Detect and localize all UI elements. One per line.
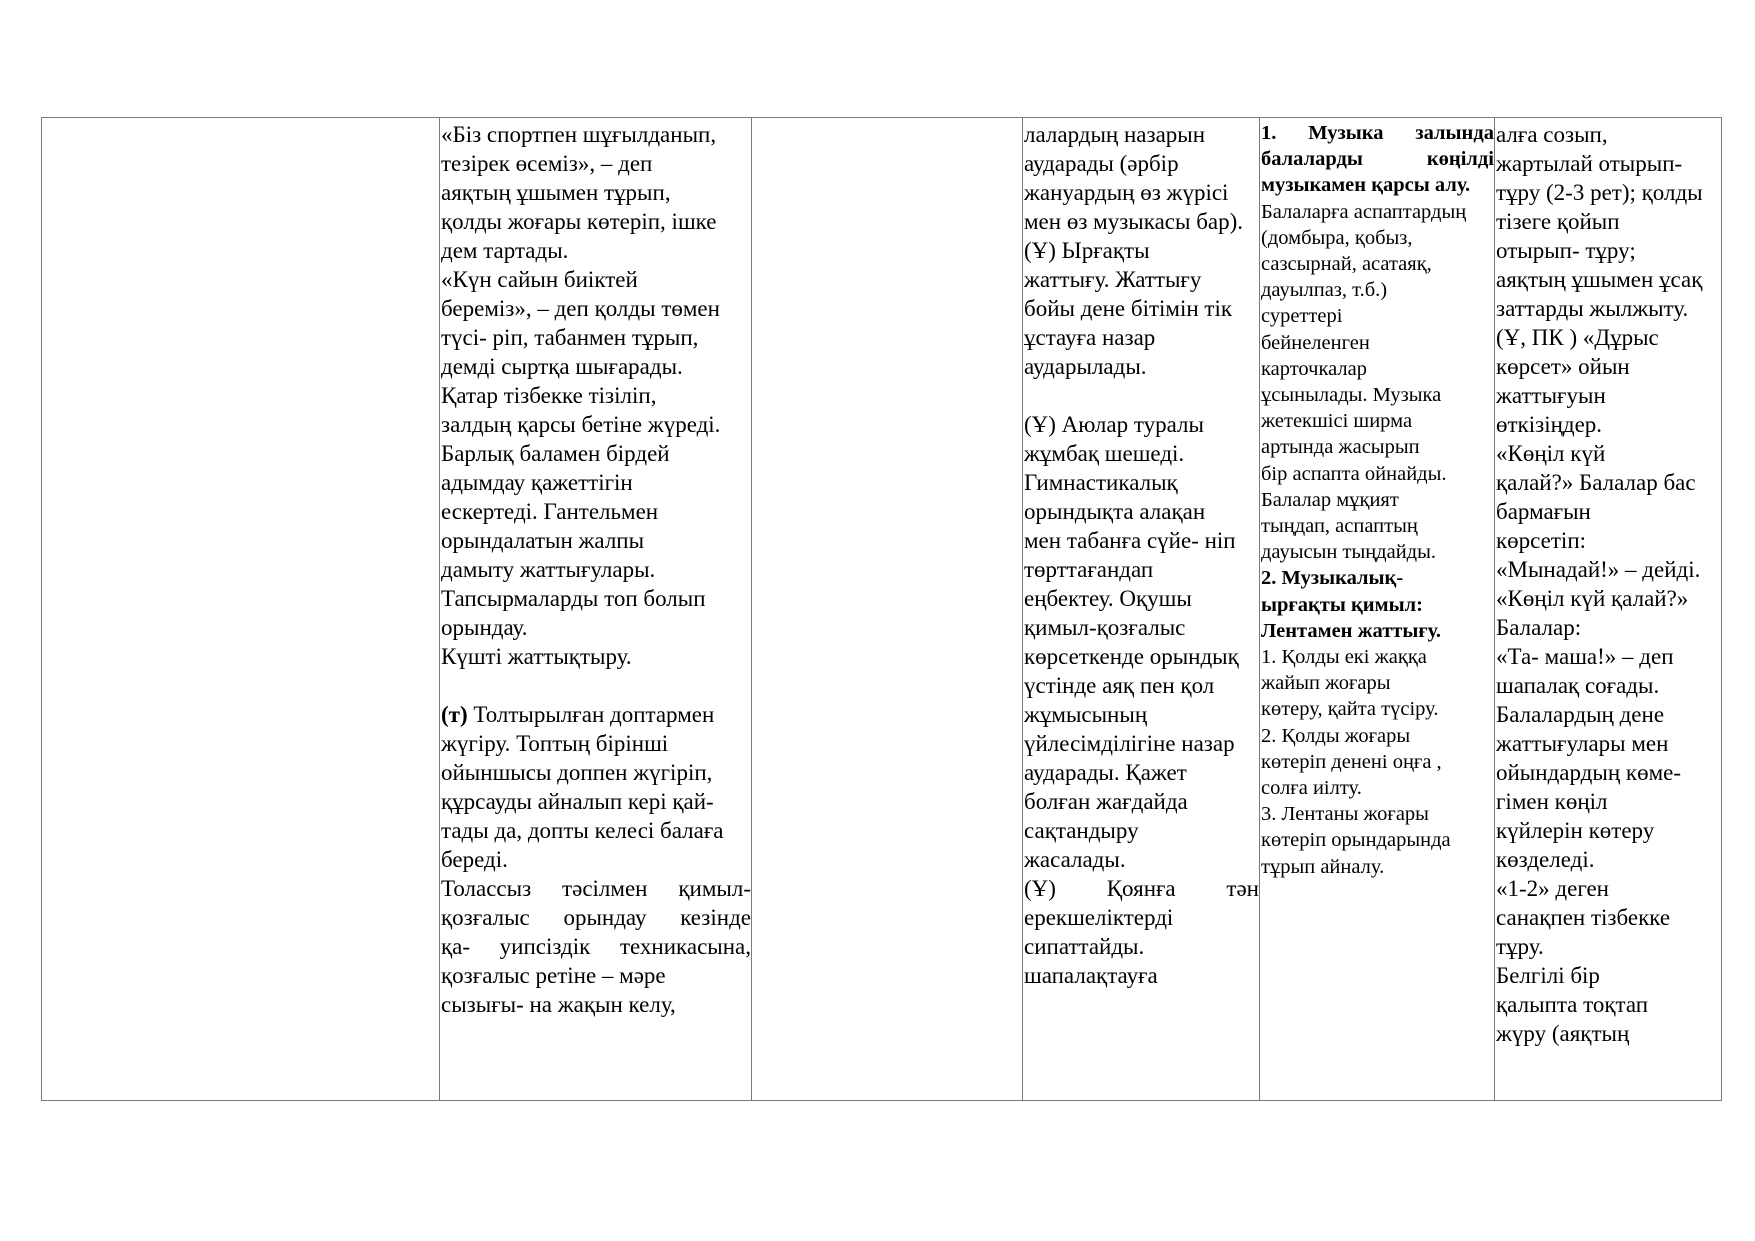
text-line: бейнеленген (1261, 331, 1370, 354)
section-heading: музыкамен қарсы алу. (1261, 174, 1471, 197)
activity-mark: (т) (441, 702, 468, 727)
text-line: ойындардың көме- (1496, 760, 1681, 785)
table-cell-col4 (1023, 118, 1260, 1101)
text-line: демді сыртқа шығарады. (441, 354, 683, 379)
text-line: санақпен тізбекке (1496, 905, 1671, 930)
text-line: Тапсырмаларды топ болып (441, 586, 706, 611)
text-line: карточкалар (1261, 357, 1367, 380)
text-line: тұрып айналу. (1261, 855, 1385, 878)
text-line: Балаларға аспаптардың (1261, 200, 1467, 223)
text-line: тұру. (1496, 934, 1544, 959)
text-line: дауысын тыңдайды. (1261, 541, 1437, 564)
text-line: бойы дене бітімін тік (1024, 296, 1233, 321)
text-line: Балалар мұқият (1261, 488, 1399, 511)
text-line: «Көңіл күй қалай?» (1496, 586, 1689, 611)
text-line: бармағын (1496, 499, 1591, 524)
text-line: өткізіңдер. (1496, 412, 1603, 437)
text-line: қимыл-қозғалыс (1024, 615, 1186, 640)
text-line: жартылай отырып- (1496, 151, 1683, 176)
text-line: Гимнастикалық (1024, 470, 1178, 495)
text-line: сызығы- на жақын келу, (441, 992, 676, 1017)
text-line: ұстауға назар (1024, 325, 1156, 350)
text-line: ойыншысы доппен жүгіріп, (441, 760, 713, 785)
text-line: төрттағандап (1024, 557, 1154, 582)
text-line: Барлық баламен бірдей (441, 441, 670, 466)
table-cell-col2 (440, 118, 752, 1101)
text-line: лалардың назарын (1024, 122, 1206, 147)
text-line: жүру (аяқтың (1496, 1021, 1630, 1046)
text-line: көрсеткенде орындық (1024, 644, 1239, 669)
text-line: суреттері (1261, 305, 1343, 328)
text-line: 2. Қолды жоғары (1261, 724, 1411, 747)
text-line: жұмысының (1024, 702, 1148, 727)
text-line: үстінде аяқ пен қол (1024, 673, 1215, 698)
text-line: 3. Лентаны жоғары (1261, 803, 1429, 826)
text-line: «Мынадай!» – дейді. (1496, 557, 1701, 582)
text-line: құрсауды айналып кері қай- (441, 789, 714, 814)
text-line: отырып- тұру; (1496, 238, 1636, 263)
text-line: алға созып, (1496, 122, 1608, 147)
text-line: қалыпта тоқтап (1496, 992, 1649, 1017)
text-line: еңбектеу. Оқушы (1024, 586, 1192, 611)
text-line: шапалақ соғады. (1496, 673, 1660, 698)
text-line: жайып жоғары (1261, 672, 1391, 695)
text-line: «Көңіл күй (1496, 441, 1606, 466)
text-line: «1-2» деген (1496, 876, 1609, 901)
text-line: тезірек өсеміз», – деп (441, 151, 653, 176)
text-line: орындау. (441, 615, 528, 640)
text-line: (Ұ) Аюлар туралы (1024, 412, 1204, 437)
text-line: (Ұ) Қоянға тән (1024, 876, 1259, 901)
table-cell-col3 (752, 118, 1023, 1101)
text-line: аударады (әрбір (1024, 151, 1179, 176)
text-line: күйлерін көтеру (1496, 818, 1655, 843)
section-heading: ырғақты қимыл: (1261, 593, 1423, 616)
text-line: сазсырнай, асатаяқ, (1261, 253, 1432, 276)
text-line: болған жағдайда (1024, 789, 1188, 814)
text-line: Күшті жаттықтыру. (441, 644, 632, 669)
text-line: «Та- маша!» – деп (1496, 644, 1674, 669)
text-line: жұмбақ шешеді. (1024, 441, 1185, 466)
text-line: жасалады. (1024, 847, 1126, 872)
text-line: түсі- ріп, табанмен тұрып, (441, 325, 699, 350)
text-line: қозғалыс орындау кезінде (441, 905, 751, 930)
text-line: заттарды жылжыту. (1496, 296, 1689, 321)
text-line: «Күн сайын биіктей (441, 267, 638, 292)
text-line: солға иілту. (1261, 777, 1362, 800)
blank-line (441, 671, 751, 700)
table-cell-col5 (1260, 118, 1495, 1101)
text-line: дамыту жаттығулары. (441, 557, 656, 582)
text-line: Балалар: (1496, 615, 1582, 640)
text-line: аяқтың ұшымен ұсақ (1496, 267, 1703, 292)
text-line: жануардың өз жүрісі (1024, 180, 1229, 205)
text-line: тыңдап, аспаптың (1261, 515, 1418, 538)
section-heading: балаларды көңілді (1261, 148, 1494, 171)
text-line: ұсынылады. Музыка (1261, 384, 1442, 407)
text-line: (Ұ, ПК ) «Дұрыс (1496, 325, 1659, 350)
text-line: орындықта алақан (1024, 499, 1206, 524)
text-line: жаттығуын (1496, 383, 1606, 408)
text-line: көтеру, қайта түсіру. (1261, 698, 1439, 721)
text-line: Балалардың дене (1496, 702, 1665, 727)
text-line: Белгілі бір (1496, 963, 1600, 988)
text-line: (домбыра, қобыз, (1261, 226, 1413, 249)
text-line: тұру (2-3 рет); қолды (1496, 180, 1703, 205)
text-line: тізеге қойып (1496, 209, 1620, 234)
text-line: залдың қарсы бетіне жүреді. (441, 412, 721, 437)
text-line: қолды жоғары көтеріп, ішке (441, 209, 717, 234)
text-line: жүгіру. Топтың бірінші (441, 731, 669, 756)
text-line: көтеріп денені оңға , (1261, 750, 1442, 773)
text-line: көрсет» ойын (1496, 354, 1630, 379)
text-line: қозғалыс ретіне – мәре (441, 963, 666, 988)
text-line: аяқтың ұшымен тұрып, (441, 180, 671, 205)
section-heading: 1. Музыка залында (1261, 122, 1494, 144)
text-line: мен табанға сүйе- ніп (1024, 528, 1236, 553)
text-line: үйлесімділігіне назар (1024, 731, 1235, 756)
text-line: Қатар тізбекке тізіліп, (441, 383, 657, 408)
text-line: көрсетіп: (1496, 528, 1587, 553)
text-line: орындалатын жалпы (441, 528, 645, 553)
text-line: ерекшеліктерді (1024, 905, 1174, 930)
text-line: көзделеді. (1496, 847, 1595, 872)
lesson-plan-table (41, 117, 1722, 1101)
text-line: гімен көңіл (1496, 789, 1608, 814)
text-line: дем тартады. (441, 238, 569, 263)
text-line: қалай?» Балалар бас (1496, 470, 1696, 495)
text-line: аударады. Қажет (1024, 760, 1187, 785)
text-line: ескертеді. Гантельмен (441, 499, 659, 524)
text-line: жаттығулары мен (1496, 731, 1669, 756)
text-line: адымдау қажеттігін (441, 470, 633, 495)
text-line: аударылады. (1024, 354, 1147, 379)
table-row (42, 118, 1722, 1101)
text-line: сипаттайды. (1024, 934, 1145, 959)
text-line: шапалақтауға (1024, 963, 1158, 988)
text-line: бір аспапта ойнайды. (1261, 462, 1447, 485)
text-line: береміз», – деп қолды төмен (441, 296, 720, 321)
text-line: Толассыз тәсілмен қимыл- (441, 876, 751, 901)
text-line: жетекшісі ширма (1261, 410, 1413, 433)
text-line: 1. Қолды екі жаққа (1261, 646, 1427, 669)
text-line: көтеріп орындарында (1261, 829, 1451, 852)
text-line: сақтандыру (1024, 818, 1139, 843)
text-line: дауылпаз, т.б.) (1261, 279, 1388, 302)
blank-line (1024, 381, 1259, 410)
section-heading: 2. Музыкалық- (1261, 567, 1404, 590)
text-line (441, 700, 751, 729)
text-line: қа- уипсіздік техникасына, (441, 934, 751, 959)
text-line: тады да, допты келесі балаға (441, 818, 724, 843)
text-line: «Біз спортпен шұғылданып, (441, 122, 717, 147)
table-cell-col1 (42, 118, 440, 1101)
text-line: мен өз музыкасы бар). (1024, 209, 1244, 234)
text-line: береді. (441, 847, 508, 872)
text-line: артында жасырып (1261, 436, 1420, 459)
text-span: Толтырылған доптармен (467, 702, 715, 727)
section-heading: Лентамен жаттығу. (1261, 619, 1441, 642)
table-cell-col6 (1495, 118, 1722, 1101)
text-line: (Ұ) Ырғақты (1024, 238, 1150, 263)
text-line: жаттығу. Жаттығу (1024, 267, 1202, 292)
